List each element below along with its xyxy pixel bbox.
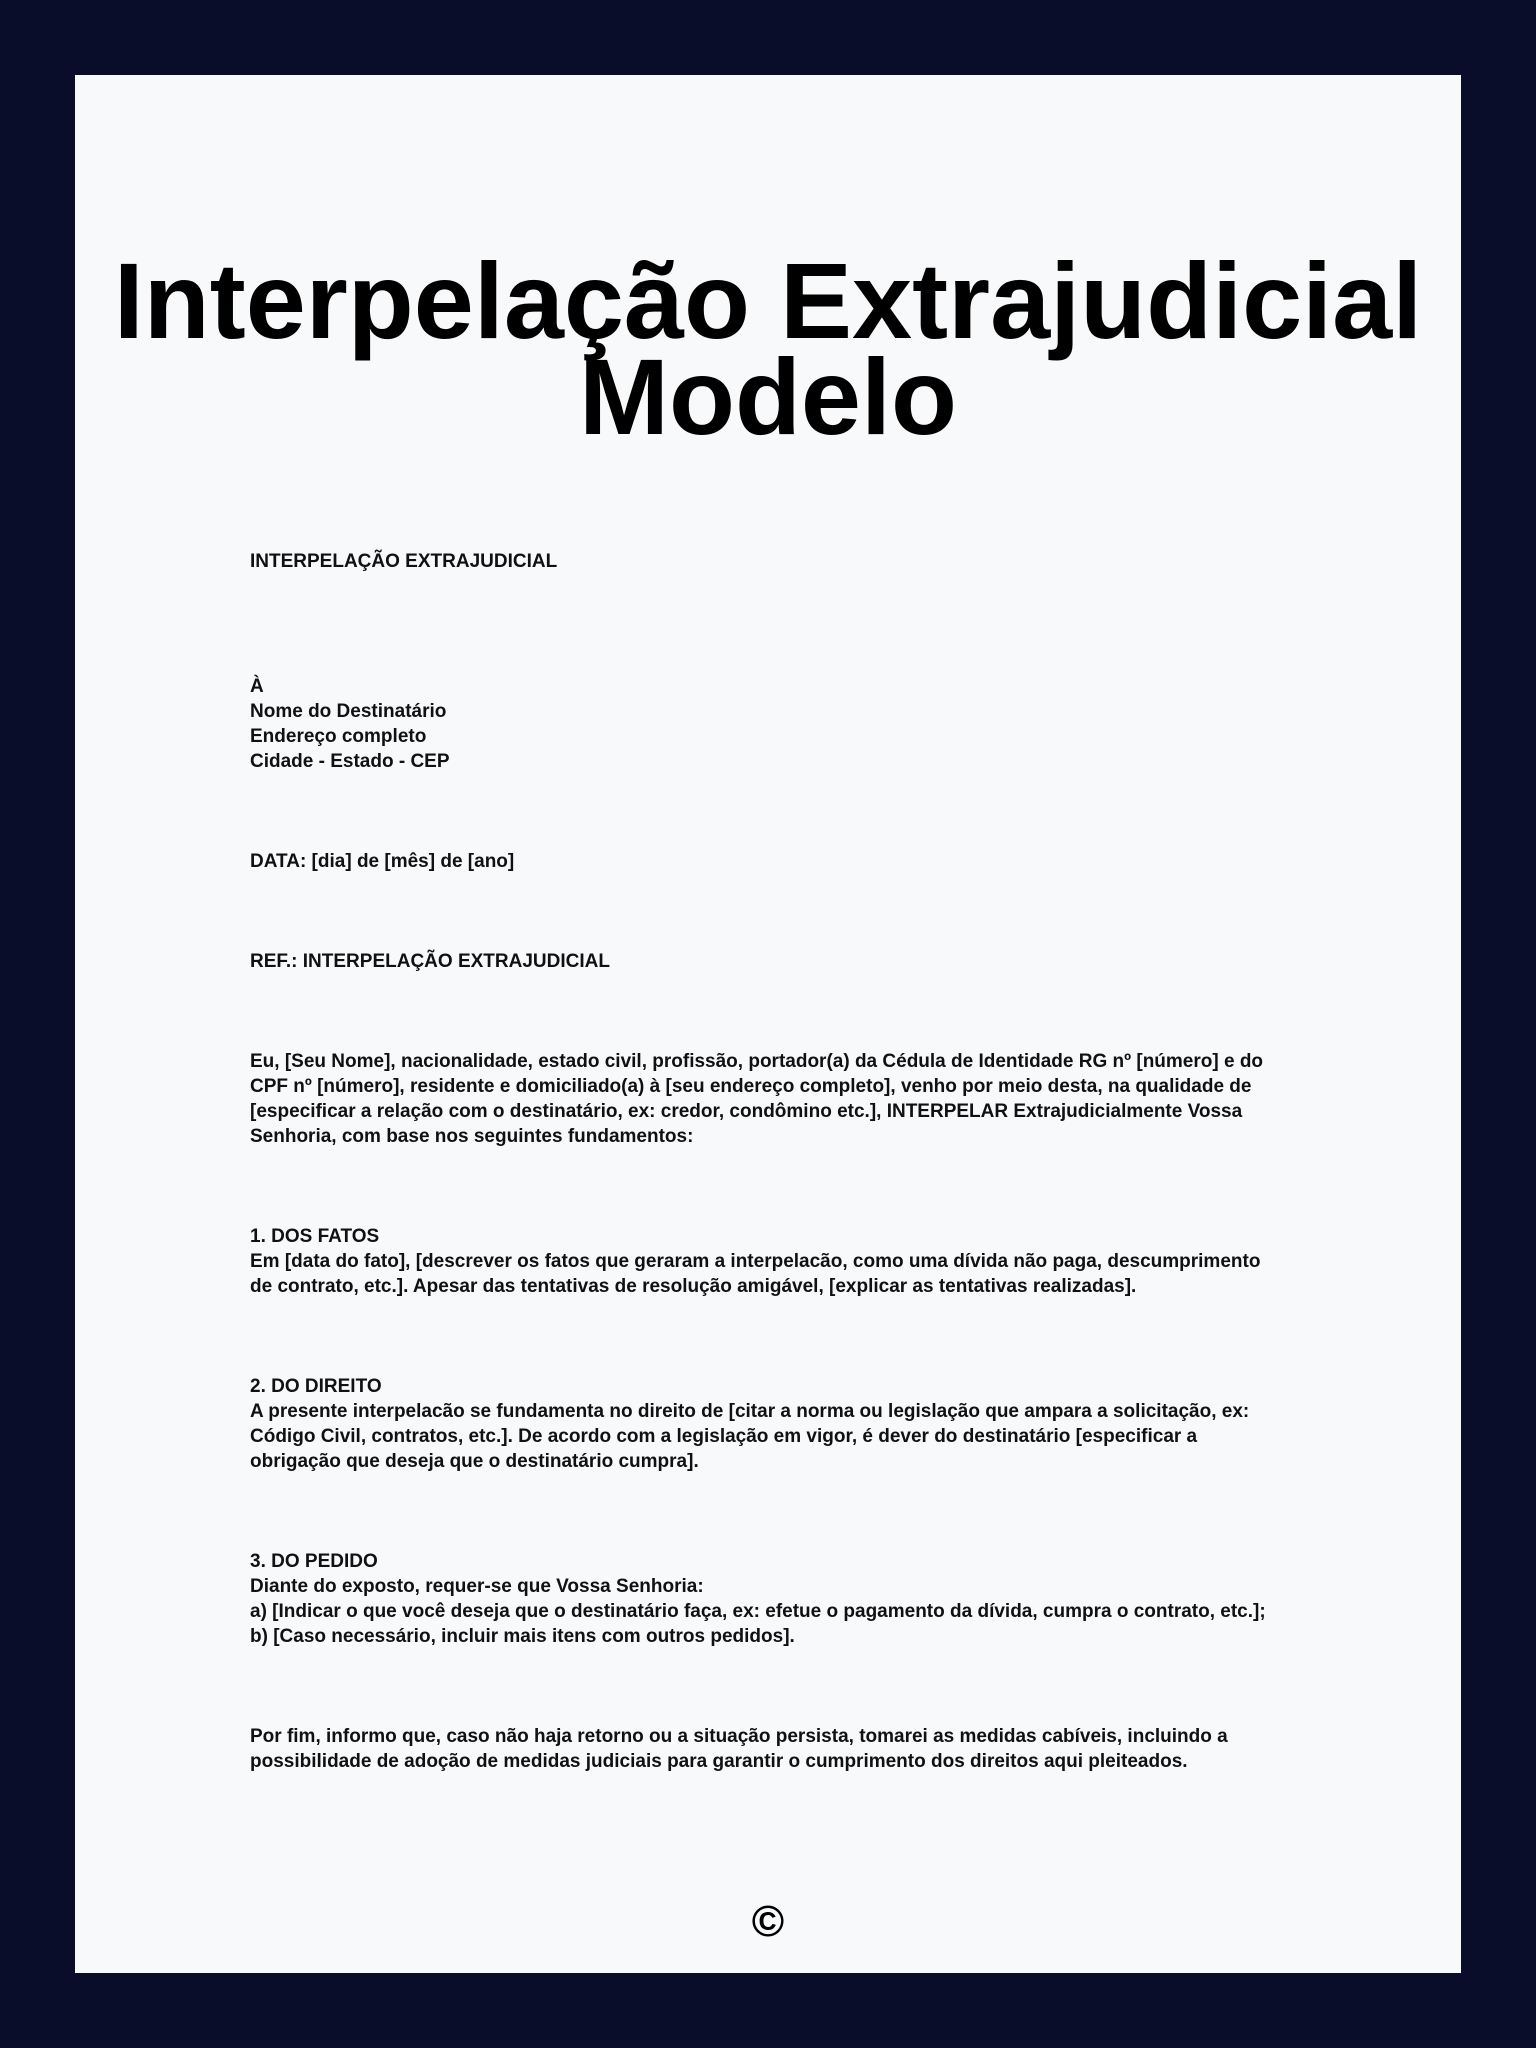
recipient-salutation: À <box>250 676 264 697</box>
section-facts-heading: 1. DOS FATOS <box>250 1226 380 1247</box>
section-law <box>250 1374 1286 1474</box>
recipient-block <box>250 674 1286 774</box>
letter-intro: Eu, [Seu Nome], nacionalidade, estado civil, profissão, portador(a) da Cédula de Identidade RG nº [número] e do CPF nº [número], residente e domiciliado(a) à [seu endereço completo], venho por meio desta, na qualidade de [especificar a relação com o destinatário, ex: credor, condômino etc.], INTERPELAR Extrajudicialmente Vossa Senhoria, com base nos seguintes fundamentos: <box>250 1051 1264 1147</box>
copyright-icon: © <box>751 1897 785 1946</box>
section-law-text: A presente interpelacão se fundamenta no direito de [citar a norma ou legislação que ampara a solicitação, ex: Código Civil, contratos, etc.]. De acordo com a legislação em vigor, é dever do destinatário [especificar a obrigação que deseja que o destinatário cumpra]. <box>250 1401 1250 1472</box>
letter-date: DATA: [dia] de [mês] de [ano] <box>250 851 515 872</box>
document-title <box>75 240 1461 457</box>
letter-heading: INTERPELAÇÃO EXTRAJUDICIAL <box>250 551 558 572</box>
letter-body <box>250 549 1286 1774</box>
recipient-city: Cidade - Estado - CEP <box>250 751 450 772</box>
recipient-address: Endereço completo <box>250 726 427 747</box>
recipient-name: Nome do Destinatário <box>250 701 447 722</box>
section-facts-text: Em [data do fato], [descrever os fatos que geraram a interpelacão, como uma dívida não paga, descumprimento de contrato, etc.]. Apesar das tentativas de resolução amigável, [explicar as tentativas realizadas]. <box>250 1251 1261 1297</box>
letter-reference: REF.: INTERPELAÇÃO EXTRAJUDICIAL <box>250 951 610 972</box>
section-request-item-b: b) [Caso necessário, incluir mais itens com outros pedidos]. <box>250 1626 795 1647</box>
document-page <box>75 75 1461 1973</box>
section-request-item-a: a) [Indicar o que você deseja que o destinatário faça, ex: efetue o pagamento da dívida, cumpra o contrato, etc.]; <box>250 1601 1266 1622</box>
section-facts <box>250 1224 1286 1299</box>
document-title-line-1: Interpelação Extrajudicial <box>113 240 1423 361</box>
letter-closing: Por fim, informo que, caso não haja retorno ou a situação persista, tomarei as medidas cabíveis, incluindo a possibilidade de adoção de medidas judiciais para garantir o cumprimento dos direitos aqui pleiteados. <box>250 1726 1228 1772</box>
section-request <box>250 1549 1286 1649</box>
section-request-intro: Diante do exposto, requer-se que Vossa Senhoria: <box>250 1576 704 1597</box>
section-law-heading: 2. DO DIREITO <box>250 1376 382 1397</box>
document-title-line-2: Modelo <box>579 336 957 457</box>
section-request-heading: 3. DO PEDIDO <box>250 1551 378 1572</box>
